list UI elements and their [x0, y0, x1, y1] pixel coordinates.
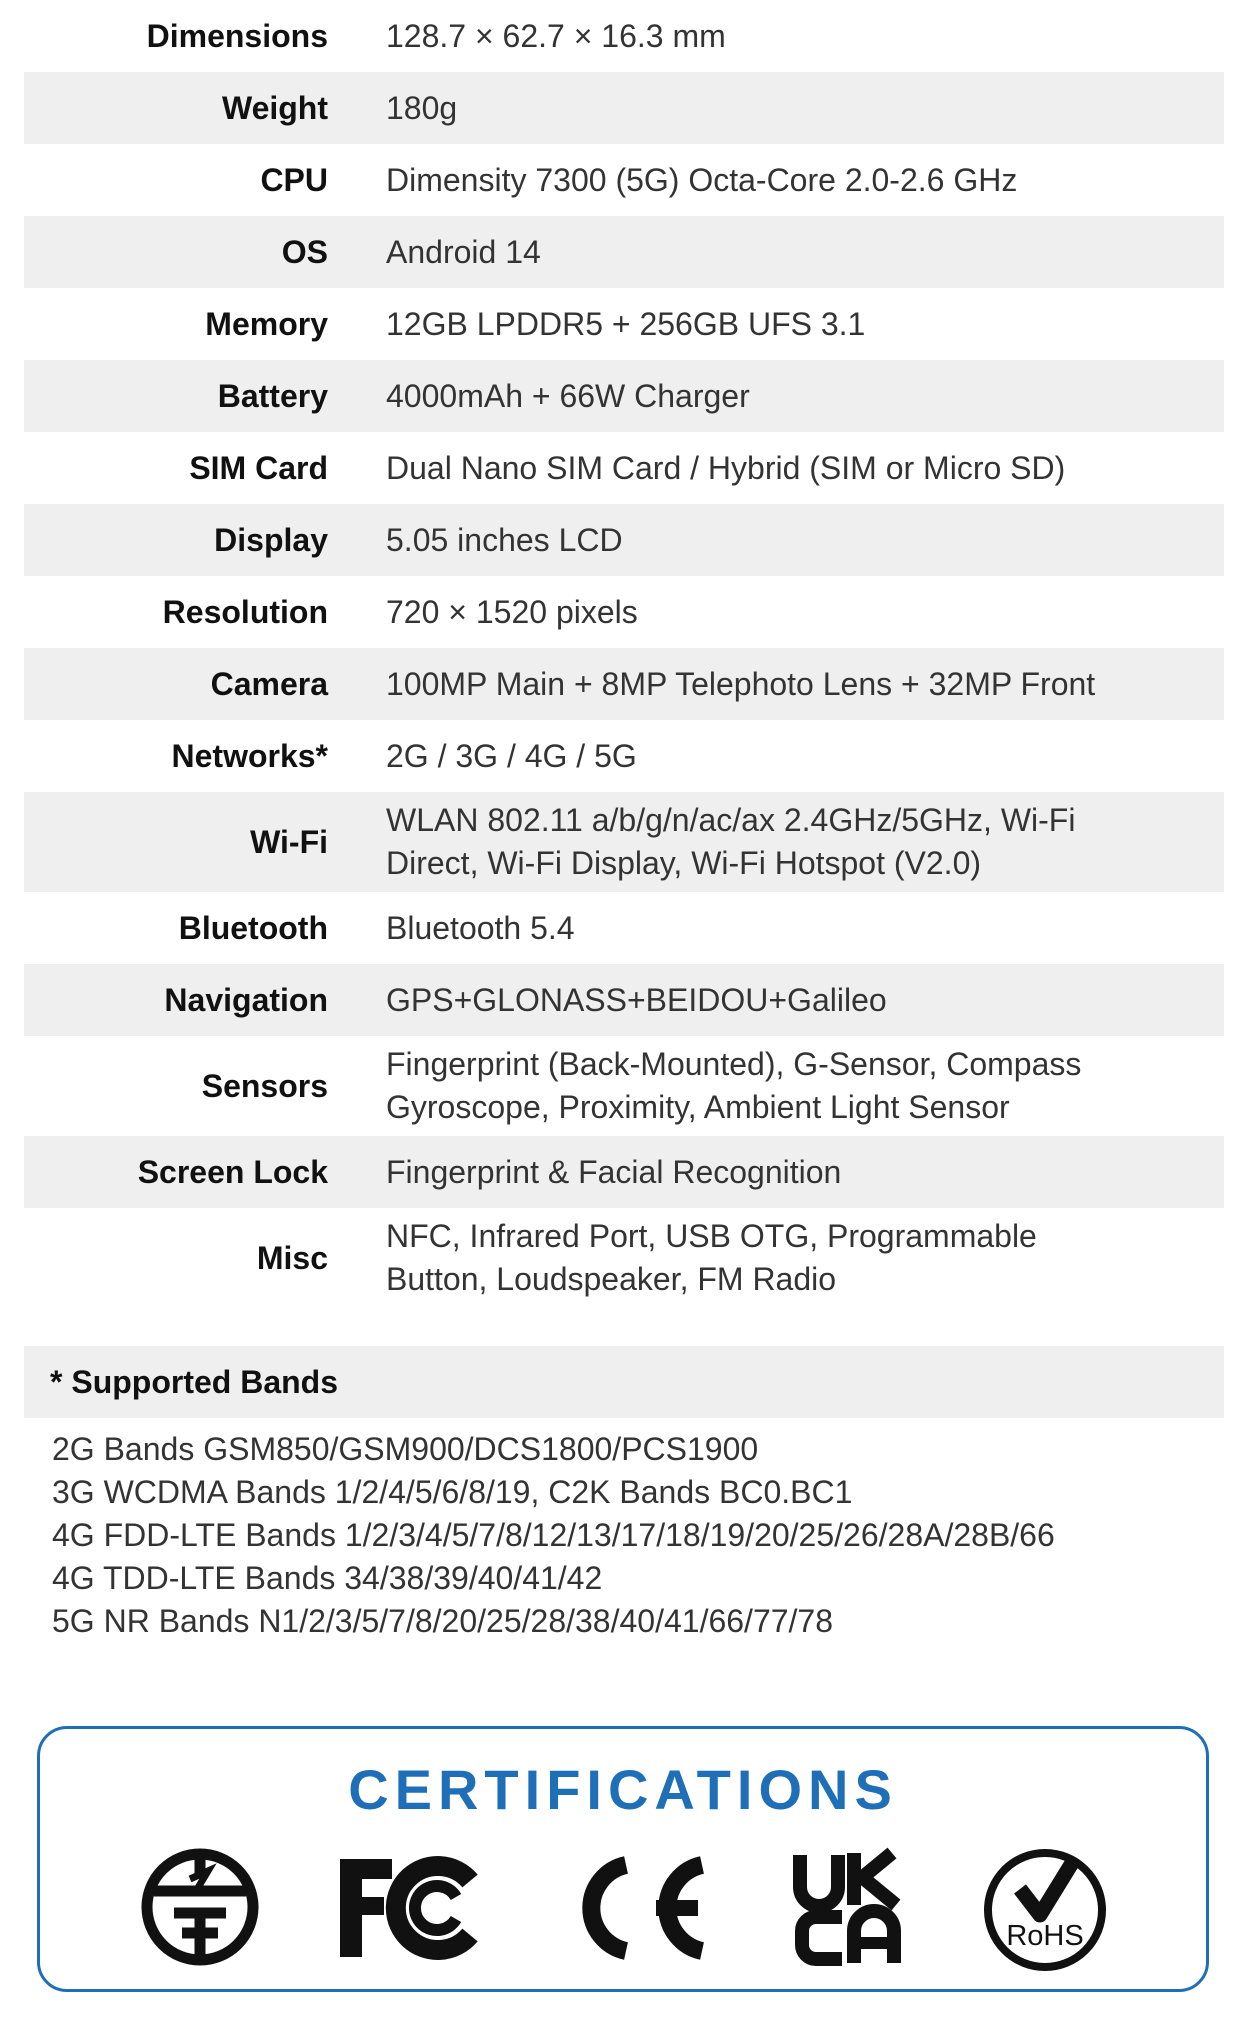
supported-bands-heading: * Supported Bands	[24, 1346, 1224, 1418]
spec-row	[24, 648, 1224, 720]
spec-value-line: WLAN 802.11 a/b/g/n/ac/ax 2.4GHz/5GHz, Wi-Fi	[386, 802, 1076, 838]
spec-value	[328, 1043, 1081, 1129]
spec-row	[24, 1036, 1224, 1136]
spec-row	[24, 432, 1224, 504]
svg-text:RoHS: RoHS	[1006, 1920, 1084, 1952]
spec-value	[328, 375, 750, 418]
spec-row	[24, 792, 1224, 892]
spec-label: Networks*	[171, 737, 328, 774]
spec-label: CPU	[260, 161, 328, 198]
spec-row	[24, 964, 1224, 1036]
spec-label: Resolution	[162, 593, 328, 630]
spec-value-line: 4000mAh + 66W Charger	[386, 377, 750, 414]
spec-value-line: 12GB LPDDR5 + 256GB UFS 3.1	[386, 305, 866, 342]
ce-mark-icon	[564, 1847, 714, 1967]
spec-label: Dimensions	[146, 17, 328, 54]
spec-value-line: Bluetooth 5.4	[386, 909, 575, 946]
spec-label: OS	[281, 233, 328, 270]
spec-label: Bluetooth	[178, 909, 328, 946]
band-line: 2G Bands GSM850/GSM900/DCS1800/PCS1900	[52, 1431, 759, 1467]
spec-row	[24, 892, 1224, 964]
spec-value-line: Dual Nano SIM Card / Hybrid (SIM or Micro SD)	[386, 449, 1066, 486]
spec-row	[24, 504, 1224, 576]
spec-label: Misc	[256, 1239, 328, 1276]
certifications-title: CERTIFICATIONS	[348, 1758, 898, 1821]
band-line: 5G NR Bands N1/2/3/5/7/8/20/25/28/38/40/41/66/77/78	[52, 1603, 834, 1639]
spec-value	[328, 519, 623, 562]
spec-value	[328, 735, 637, 778]
spec-value	[328, 159, 1017, 202]
spec-value-line: Fingerprint & Facial Recognition	[386, 1153, 842, 1190]
spec-row	[24, 720, 1224, 792]
spec-value-line: 2G / 3G / 4G / 5G	[386, 737, 637, 774]
spec-value	[328, 231, 541, 274]
spec-value	[328, 979, 887, 1022]
spec-label: Memory	[205, 305, 328, 342]
spec-value	[328, 87, 457, 130]
spec-value	[328, 663, 1095, 706]
spec-value-line: Android 14	[386, 233, 541, 270]
spec-row	[24, 360, 1224, 432]
spec-value	[328, 15, 726, 58]
spec-row	[24, 288, 1224, 360]
spec-value-line: Button, Loudspeaker, FM Radio	[386, 1261, 837, 1297]
spec-label: Display	[214, 521, 328, 558]
spec-label: Camera	[210, 665, 328, 702]
spec-value-line: Direct, Wi-Fi Display, Wi-Fi Hotspot (V2.0)	[386, 845, 982, 881]
spec-table	[24, 0, 1224, 1308]
spec-value-line: 5.05 inches LCD	[386, 521, 623, 558]
spec-value-line: Gyroscope, Proximity, Ambient Light Sensor	[386, 1089, 1010, 1125]
spec-value-line: GPS+GLONASS+BEIDOU+Galileo	[386, 981, 887, 1018]
fcc-mark-icon	[338, 1847, 488, 1967]
band-line: 4G FDD-LTE Bands 1/2/3/4/5/7/8/12/13/17/18/19/20/25/26/28A/28B/66	[52, 1517, 1055, 1553]
spec-value	[328, 591, 638, 634]
spec-label: Sensors	[201, 1067, 328, 1104]
spec-value	[328, 907, 575, 950]
spec-row	[24, 216, 1224, 288]
spec-value	[328, 1215, 1037, 1301]
spec-value	[328, 303, 865, 346]
spec-row	[24, 1136, 1224, 1208]
spec-label: Screen Lock	[137, 1153, 328, 1190]
spec-value	[328, 799, 1075, 885]
spec-value	[328, 1151, 841, 1194]
spec-value-line: 128.7 × 62.7 × 16.3 mm	[386, 17, 726, 54]
spec-label: Wi-Fi	[250, 823, 328, 860]
spec-value-line: 100MP Main + 8MP Telephoto Lens + 32MP Front	[386, 665, 1096, 702]
spec-row	[24, 576, 1224, 648]
spec-row	[24, 0, 1224, 72]
spec-value-line: Fingerprint (Back-Mounted), G-Sensor, Compass	[386, 1046, 1082, 1082]
rohs-mark-icon	[982, 1847, 1108, 1973]
spec-row	[24, 72, 1224, 144]
spec-label: SIM Card	[189, 449, 328, 486]
spec-value	[328, 447, 1065, 490]
spec-row	[24, 1208, 1224, 1308]
ukca-mark-icon	[792, 1847, 902, 1967]
band-line: 3G WCDMA Bands 1/2/4/5/6/8/19, C2K Bands BC0.BC1	[52, 1474, 853, 1510]
spec-label: Weight	[221, 89, 328, 126]
certifications-panel	[37, 1726, 1209, 1992]
spec-value-line: Dimensity 7300 (5G) Octa-Core 2.0-2.6 GHz	[386, 161, 1018, 198]
spec-value-line: 180g	[386, 89, 458, 126]
supported-bands-list	[52, 1428, 1242, 1643]
band-line: 4G TDD-LTE Bands 34/38/39/40/41/42	[52, 1560, 603, 1596]
spec-label: Navigation	[164, 981, 328, 1018]
spec-row	[24, 144, 1224, 216]
spec-label: Battery	[217, 377, 328, 414]
telec-mark-icon	[140, 1847, 260, 1967]
spec-value-line: NFC, Infrared Port, USB OTG, Programmable	[386, 1218, 1037, 1254]
spec-value-line: 720 × 1520 pixels	[386, 593, 638, 630]
